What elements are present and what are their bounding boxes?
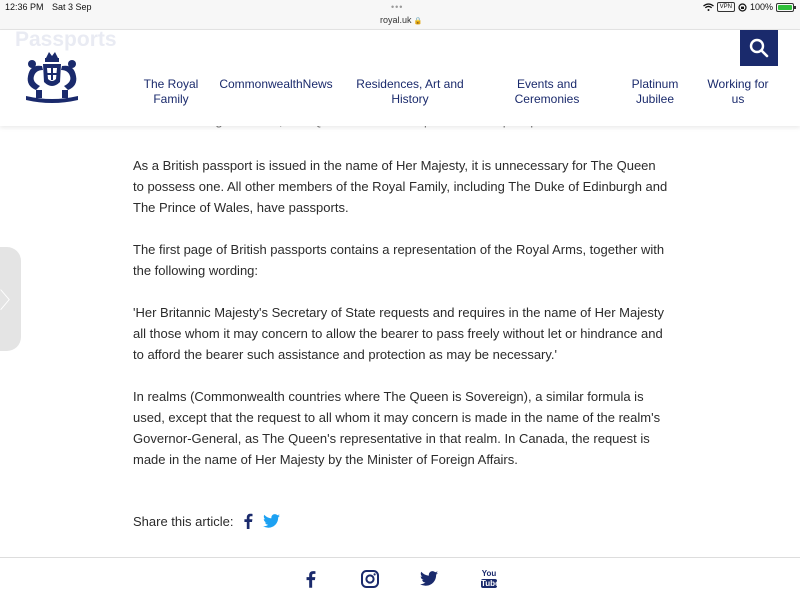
article-body xyxy=(133,108,668,491)
status-indicators xyxy=(703,2,794,12)
battery-percent: 100% xyxy=(749,2,773,12)
wifi-icon xyxy=(703,3,714,11)
search-button[interactable] xyxy=(740,30,778,66)
twitter-icon[interactable] xyxy=(263,514,280,528)
status-bar xyxy=(0,0,800,30)
site-header xyxy=(0,30,800,126)
facebook-icon[interactable] xyxy=(243,513,253,529)
nav-item-residences-art-history[interactable]: Residences, Art and History xyxy=(356,77,464,106)
article-paragraph: As a British passport is issued in the name of Her Majesty, it is unnecessary for The Queen to possess one. All other members of the Royal Family, including The Duke of Edinburgh and The Prince of Wales, have passports. xyxy=(133,158,668,215)
youtube-wordmark-bottom: Tube xyxy=(481,579,500,588)
share-label: Share this article: xyxy=(133,513,234,529)
address-url: royal.uk xyxy=(380,15,412,25)
share-bar xyxy=(133,513,280,529)
tab-dots-icon[interactable]: ••• xyxy=(391,2,404,12)
article-paragraph: The first page of British passports contains a representation of the Royal Arms, together with the following wording: xyxy=(133,242,665,278)
footer-social-bar xyxy=(0,557,800,600)
twitter-icon[interactable] xyxy=(420,571,438,586)
royal-crest-logo[interactable] xyxy=(22,52,82,108)
side-panel-tab[interactable] xyxy=(0,247,21,351)
nav-item-platinum-jubilee[interactable]: Platinum Jubilee xyxy=(631,77,679,106)
battery-icon xyxy=(776,3,794,12)
nav-item-commonwealth-news[interactable]: CommonwealthNews xyxy=(219,77,333,91)
page-title: Passports xyxy=(15,28,117,51)
nav-item-working-for-us[interactable]: Working for us xyxy=(707,77,769,106)
youtube-wordmark-top: You xyxy=(481,569,497,578)
status-date: Sat 3 Sep xyxy=(52,2,92,12)
nav-item-the-royal-family[interactable]: The Royal Family xyxy=(143,77,199,106)
nav-item-events-ceremonies[interactable]: Events and Ceremonies xyxy=(514,77,580,106)
vpn-badge: VPN xyxy=(717,2,735,12)
article-paragraph: 'Her Britannic Majesty's Secretary of State requests and requires in the name of Her Majesty all those whom it may concern to allow the bearer to pass freely without let or hindrance and to afford the bearer such assistance and protection as may be necessary.' xyxy=(133,305,664,362)
status-time: 12:36 PM xyxy=(5,2,44,12)
article-paragraph: In realms (Commonwealth countries where The Queen is Sovereign), a similar formula is used, except that the request to all whom it may concern is made in the name of the realm's Governor-General, as The Queen's representative in that realm. In Canada, the request is made in the name of Her Majesty by the Minister of Foreign Affairs. xyxy=(133,389,661,467)
chevron-right-icon: 〉 xyxy=(0,287,22,313)
rotation-lock-icon xyxy=(738,3,747,12)
lock-icon: 🔒 xyxy=(413,18,423,25)
facebook-icon[interactable] xyxy=(305,570,316,588)
instagram-icon[interactable] xyxy=(361,570,379,588)
search-icon xyxy=(749,38,769,58)
youtube-icon[interactable] xyxy=(481,569,500,588)
address-bar[interactable] xyxy=(380,15,422,25)
